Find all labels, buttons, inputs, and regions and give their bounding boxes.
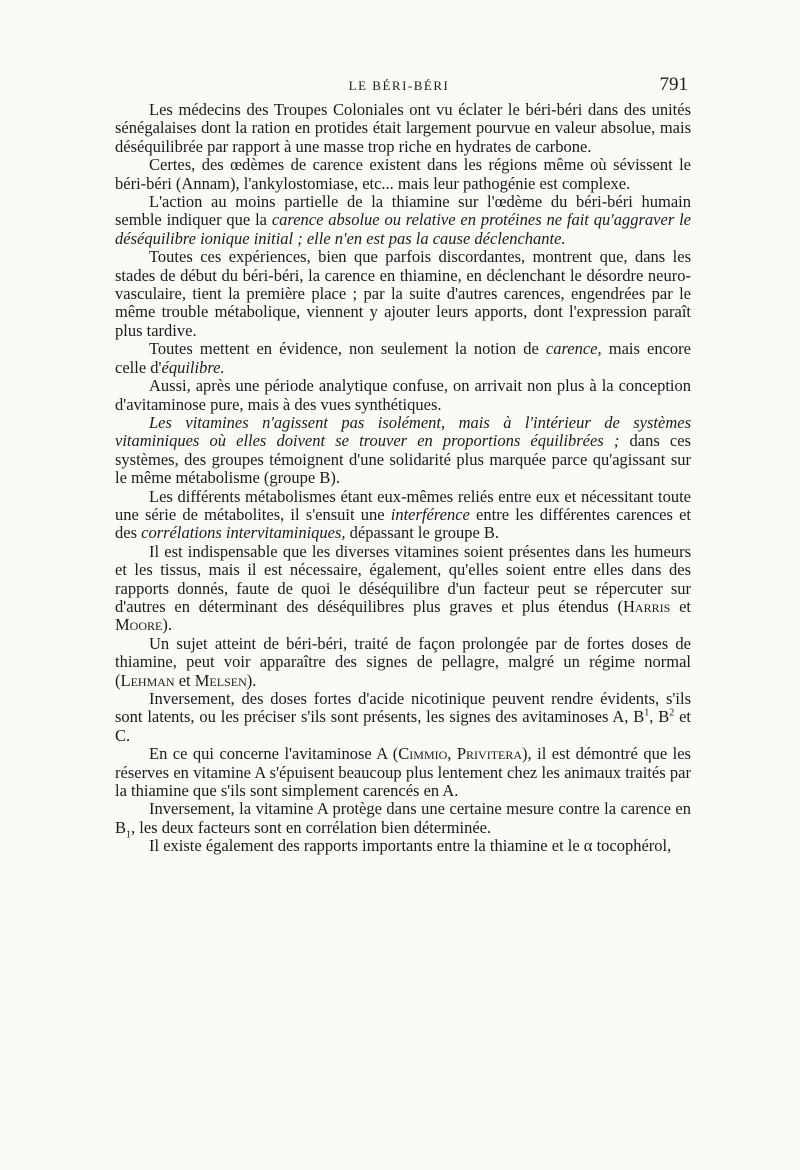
paragraph	[115, 543, 691, 635]
paragraph	[115, 340, 691, 377]
text-run: et C.	[115, 707, 691, 745]
text-run: et	[670, 596, 691, 616]
running-head	[114, 74, 688, 98]
page-number: 791	[659, 74, 688, 95]
text-run: Aussi, après une période analytique confuse, on arrivait non plus à la conception d'avitaminose pure, mais à des vues synthétiques.	[115, 376, 691, 414]
text-run: Certes, des œdèmes de carence existent dans les régions même où sévissent le béri-béri (Annam), l'ankylostomiase, etc... mais leur pathogénie est complexe.	[115, 155, 691, 193]
paragraph	[115, 193, 691, 248]
paragraph	[115, 635, 691, 690]
paragraph	[115, 156, 691, 193]
text-run: Il existe également des rapports importants entre la thiamine et le α tocophérol,	[149, 836, 672, 856]
text-run: Il est indispensable que les diverses vitamines soient présentes dans les humeurs et les tissus, mais il est nécessaire, également, qu'elles soient entre elles dans des rapports donnés, faute de quoi le déséquilibre d'un facteur peut se répercuter sur d'autres en déterminant des déséquilibres plus graves et plus étendus (	[115, 541, 691, 616]
italic-text: carence,	[545, 339, 602, 359]
text-run: dans ces systèmes, des groupes témoignent d'une solidarité plus marquée parce qu'agissant sur le même métabolisme (groupe B).	[115, 431, 691, 488]
index-mark: 1	[126, 829, 132, 841]
text-run: L'action au moins partielle de la thiamine sur l'œdème du béri-béri humain semble indiquer que la	[115, 192, 691, 230]
paragraph	[115, 837, 691, 855]
text-run: Inversement, la vitamine A protège dans une certaine mesure contre la carence en B	[115, 799, 691, 837]
text-run: Toutes ces expériences, bien que parfois discordantes, montrent que, dans les stades de début du béri-béri, la carence en thiamine, en déclenchant le désordre neuro-vasculaire, tient la première place ; par la suite d'autres carences, engendrées par le même trouble métabolique, viennent y ajouter leurs apports, dont l'expression paraît plus tardive.	[115, 247, 691, 340]
text-run: ).	[246, 670, 257, 690]
index-mark: 1	[644, 707, 650, 719]
text-run: entre les différentes carences et des	[115, 504, 691, 543]
italic-text: interférence	[390, 504, 470, 524]
text-run: ).	[162, 615, 172, 635]
paragraph	[115, 488, 691, 543]
paragraph	[115, 799, 691, 841]
italic-text: corrélations intervitaminiques,	[141, 523, 346, 543]
text-run: Les médecins des Troupes Coloniales ont vu éclater le béri-béri dans des unités sénégalaises dont la ration en protides était largement pourvue en valeur absolue, mais déséquilibrée par rapport à une masse trop riche en hydrates de carbone.	[115, 100, 691, 156]
text-run: Les différents métabolismes étant eux-mêmes reliés entre eux et nécessitant toute une série de métabolites, il s'ensuit une	[115, 486, 691, 524]
body-text	[115, 101, 691, 856]
author-name: Moore	[115, 615, 163, 635]
paragraph	[115, 414, 691, 488]
paragraph	[115, 690, 691, 745]
text-run: Un sujet atteint de béri-béri, traité de façon prolongée par de fortes doses de thiamine, peut voir apparaître des signes de pellagre, malgré un régime normal (	[115, 633, 691, 690]
author-name: Cimmio, Privitera	[398, 744, 523, 764]
text-run: dépassant le groupe B.	[345, 523, 500, 543]
paragraph	[115, 745, 691, 800]
author-name: Lehman	[120, 670, 175, 690]
italic-text: Les vitamines n'agissent pas isolément, mais à l'intérieur de systèmes vitaminiques où elles doivent se trouver en proportions équilibrées ;	[115, 412, 691, 451]
italic-text: équilibre.	[161, 357, 225, 377]
author-name: Harris	[623, 596, 671, 616]
text-run: En ce qui concerne l'avitaminose A (	[149, 744, 399, 764]
author-name: Melsen	[194, 670, 247, 690]
paragraph	[115, 101, 691, 156]
index-mark: 2	[669, 707, 675, 719]
text-run: ), il est démontré que les réserves en vitamine A s'épuisent beaucoup plus lentement chez les animaux traités par la thiamine que s'ils sont simplement carencés en A.	[115, 744, 691, 801]
text-run: , les deux facteurs sont en corrélation bien déterminée.	[131, 817, 492, 837]
running-title: LE BÉRI-BÉRI	[348, 78, 450, 93]
text-run: et	[174, 670, 195, 690]
text-run: Toutes mettent en évidence, non seulement la notion de	[149, 339, 546, 359]
text-run: mais encore celle d'	[115, 339, 691, 377]
text-run: , B	[649, 707, 670, 727]
text-run: Inversement, des doses fortes d'acide nicotinique peuvent rendre évidents, s'ils sont latents, ou les préciser s'ils sont présents, les signes des avitaminoses A, B	[115, 689, 691, 727]
paragraph	[115, 377, 691, 414]
italic-text: carence absolue ou relative en protéines ne fait qu'aggraver le déséquilibre ionique initial ; elle n'en est pas la cause déclenchante.	[115, 210, 691, 248]
paragraph	[115, 248, 691, 340]
